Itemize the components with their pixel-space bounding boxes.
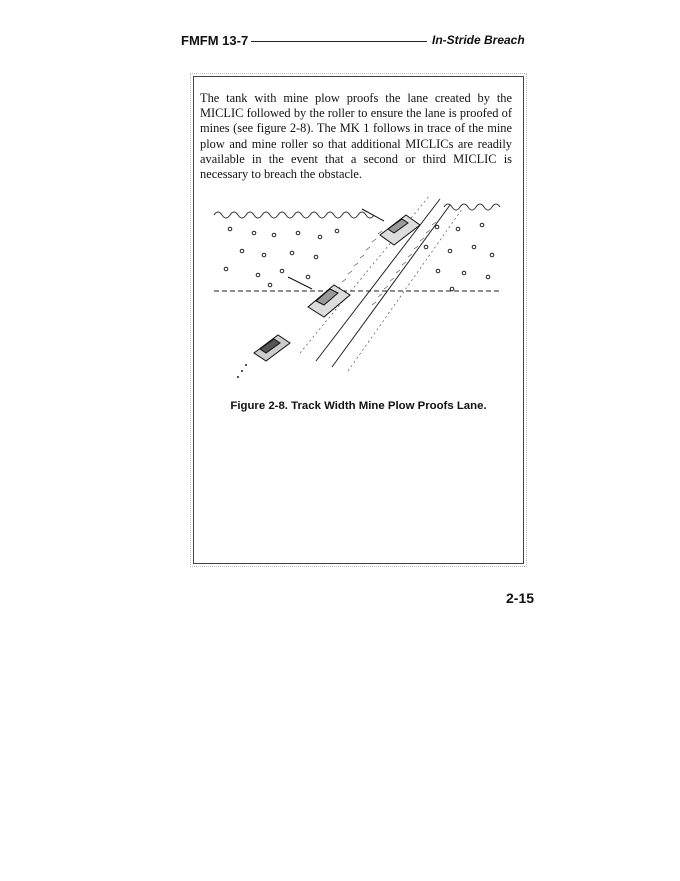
roller-tank-icon	[288, 277, 350, 317]
mine-field-markers	[224, 223, 494, 291]
figure-caption: Figure 2-8. Track Width Mine Plow Proofs Lane.	[230, 400, 487, 412]
body-paragraph: The tank with mine plow proofs the lane created by the MICLIC followed by the roller to ensure the lane is proofed of mines (see figure 2-8). The MK 1 follows in trace of the mine plow and mine roller so that additional MICLICs are readily available in the event that a second or third MICLIC is necessary to breach the obstacle.	[200, 91, 512, 182]
concertina-wire-right	[444, 204, 500, 210]
page-number: 2-15	[506, 590, 535, 606]
running-header-publication: FMFM 13-7	[181, 33, 249, 48]
concertina-wire-left	[214, 212, 374, 218]
running-header-section: In-Stride Breach	[432, 33, 525, 47]
mine-plow-lane-illustration	[212, 185, 506, 391]
content-box	[193, 76, 524, 564]
breach-lane	[300, 195, 462, 371]
lead-tank-icon	[362, 209, 420, 245]
trail-dots	[237, 364, 247, 378]
header-rule	[251, 41, 427, 42]
figure-illustration	[212, 185, 506, 391]
mk1-vehicle-icon	[254, 335, 290, 361]
